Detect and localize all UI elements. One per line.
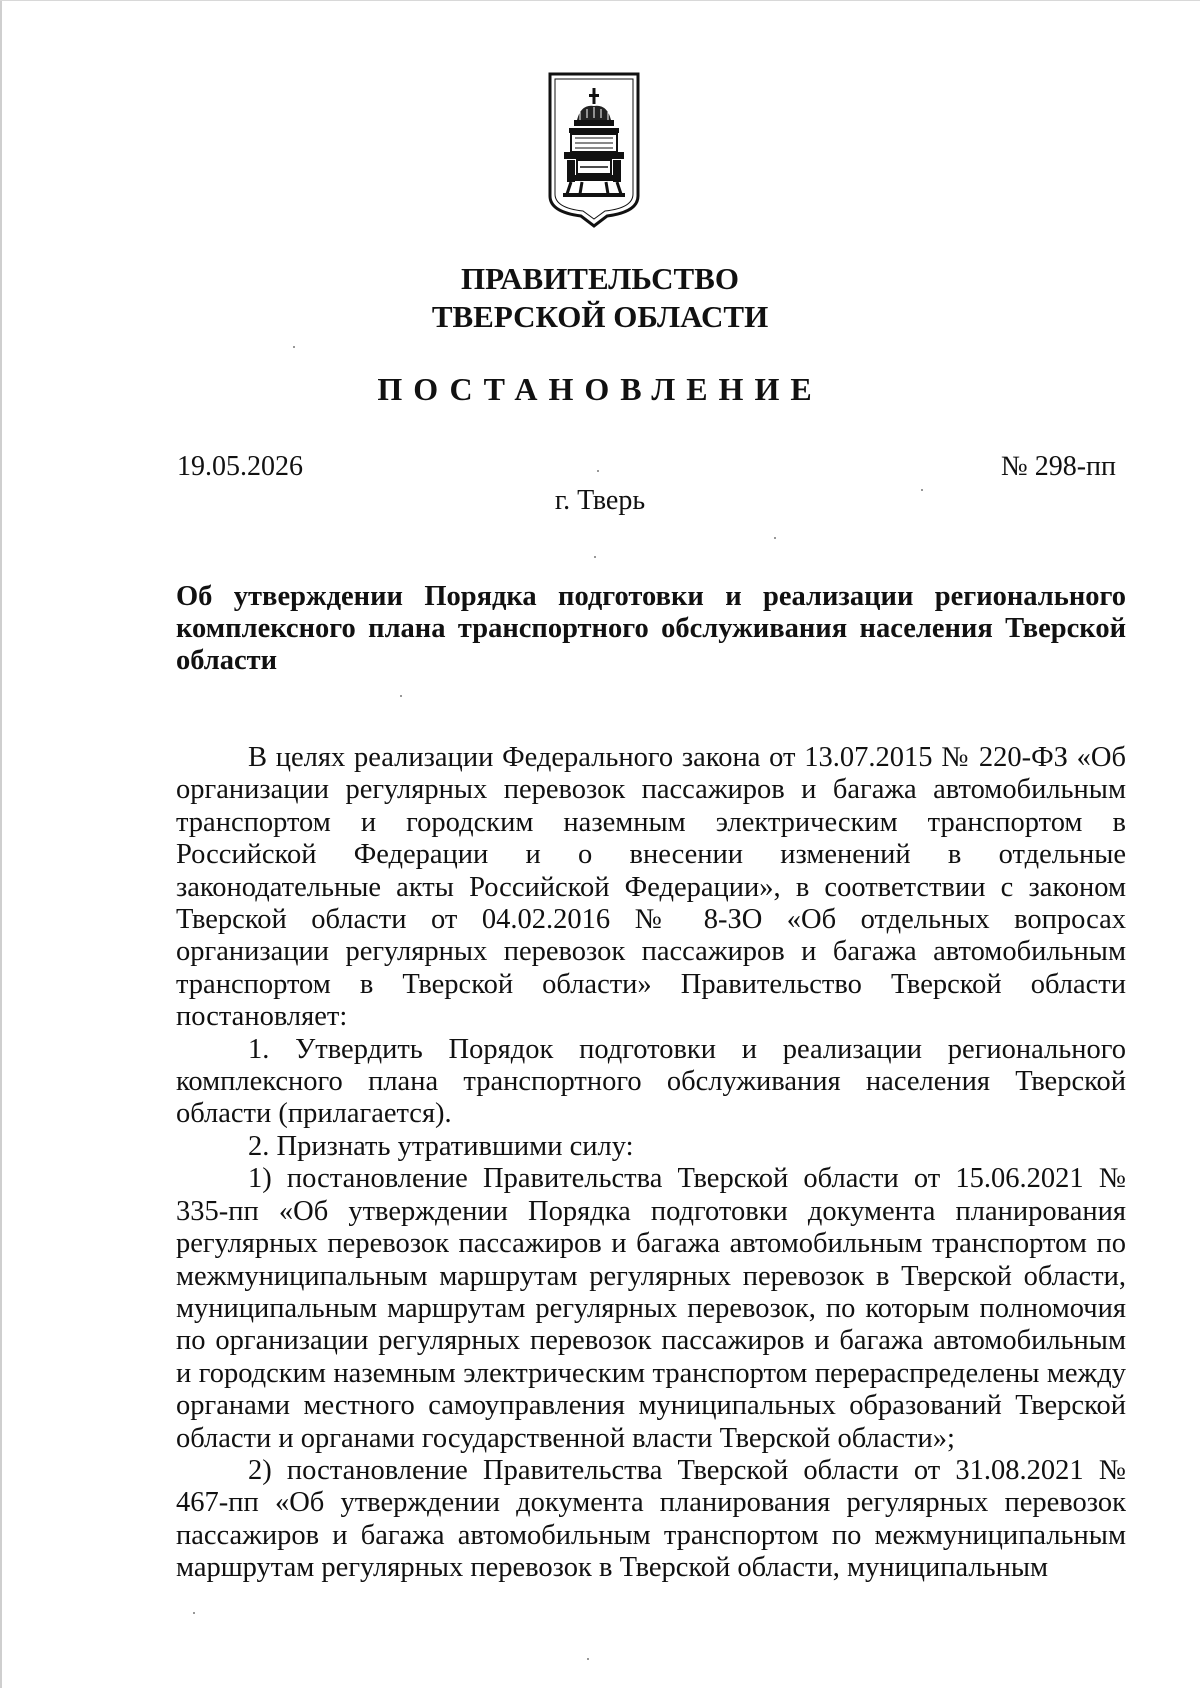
preamble-paragraph: В целях реализации Федерального закона от 13.07.2015 № 220-ФЗ «Об организации регулярных перевозок пассажиров и багажа автомобильным транспортом и городским наземным электрическим транспортом в Российской Федерации и о внесении изменений в отдельные законодательные акты Российской Федерации», в соответствии с законом Тверской области от 04.02.2016 № 8-ЗО «Об отдельных вопросах организации регулярных перевозок пассажиров и багажа автомобильным транспортом в Тверской области» Правительство Тверской области постановляет:: [176, 742, 1126, 1033]
document-date: 19.05.2026: [177, 451, 303, 482]
government-title-line2: ТВЕРСКОЙ ОБЛАСТИ: [431, 299, 769, 334]
government-title-line1: ПРАВИТЕЛЬСТВО: [461, 261, 739, 296]
item-2-1-paragraph: 1) постановление Правительства Тверской области от 15.06.2021 № 335-пп «Об утверждении Порядка подготовки документа планирования регулярных перевозок пассажиров и багажа автомобильным транспортом по межмуниципальным маршрутам регулярных перевозок в Тверской области, муниципальным маршрутам регулярных перевозок, по которым полномочия по организации регулярных перевозок пассажиров и багажа автомобильным и городским наземным электрическим транспортом перераспределены между органами местного самоуправления муниципальных образований Тверской области и органами государственной власти Тверской области»;: [176, 1163, 1126, 1454]
document-subject: Об утверждении Порядка подготовки и реализации регионального комплексного плана транспортного обслуживания населения Тверской области: [176, 581, 1126, 676]
item-2-2-paragraph: 2) постановление Правительства Тверской области от 31.08.2021 № 467-пп «Об утверждении документа планирования регулярных перевозок пассажиров и багажа автомобильным транспортом по межмуниципальным маршрутам регулярных перевозок в Тверской области, муниципальным: [176, 1454, 1126, 1584]
scan-speck: [193, 1612, 195, 1614]
scan-speck: [293, 346, 295, 348]
document-body: [176, 742, 1126, 1585]
document-city: г. Тверь: [554, 485, 646, 516]
scan-speck: [774, 537, 776, 539]
document-number: № 298-пп: [1000, 451, 1116, 482]
tver-coat-of-arms-icon: [547, 72, 641, 228]
item-1-paragraph: 1. Утвердить Порядок подготовки и реализации регионального комплексного плана транспортного обслуживания населения Тверской области (прилагается).: [176, 1033, 1126, 1130]
document-type: ПОСТАНОВЛЕНИЕ: [377, 371, 823, 407]
item-2-paragraph: 2. Признать утратившими силу:: [248, 1130, 634, 1162]
scan-edge: [0, 0, 1200, 1]
scan-speck: [921, 489, 923, 491]
scan-edge: [0, 0, 2, 1688]
scan-speck: [400, 695, 402, 697]
government-title: [300, 260, 900, 336]
scan-speck: [587, 1658, 589, 1660]
scan-speck: [594, 556, 596, 558]
scan-speck: [597, 470, 599, 472]
